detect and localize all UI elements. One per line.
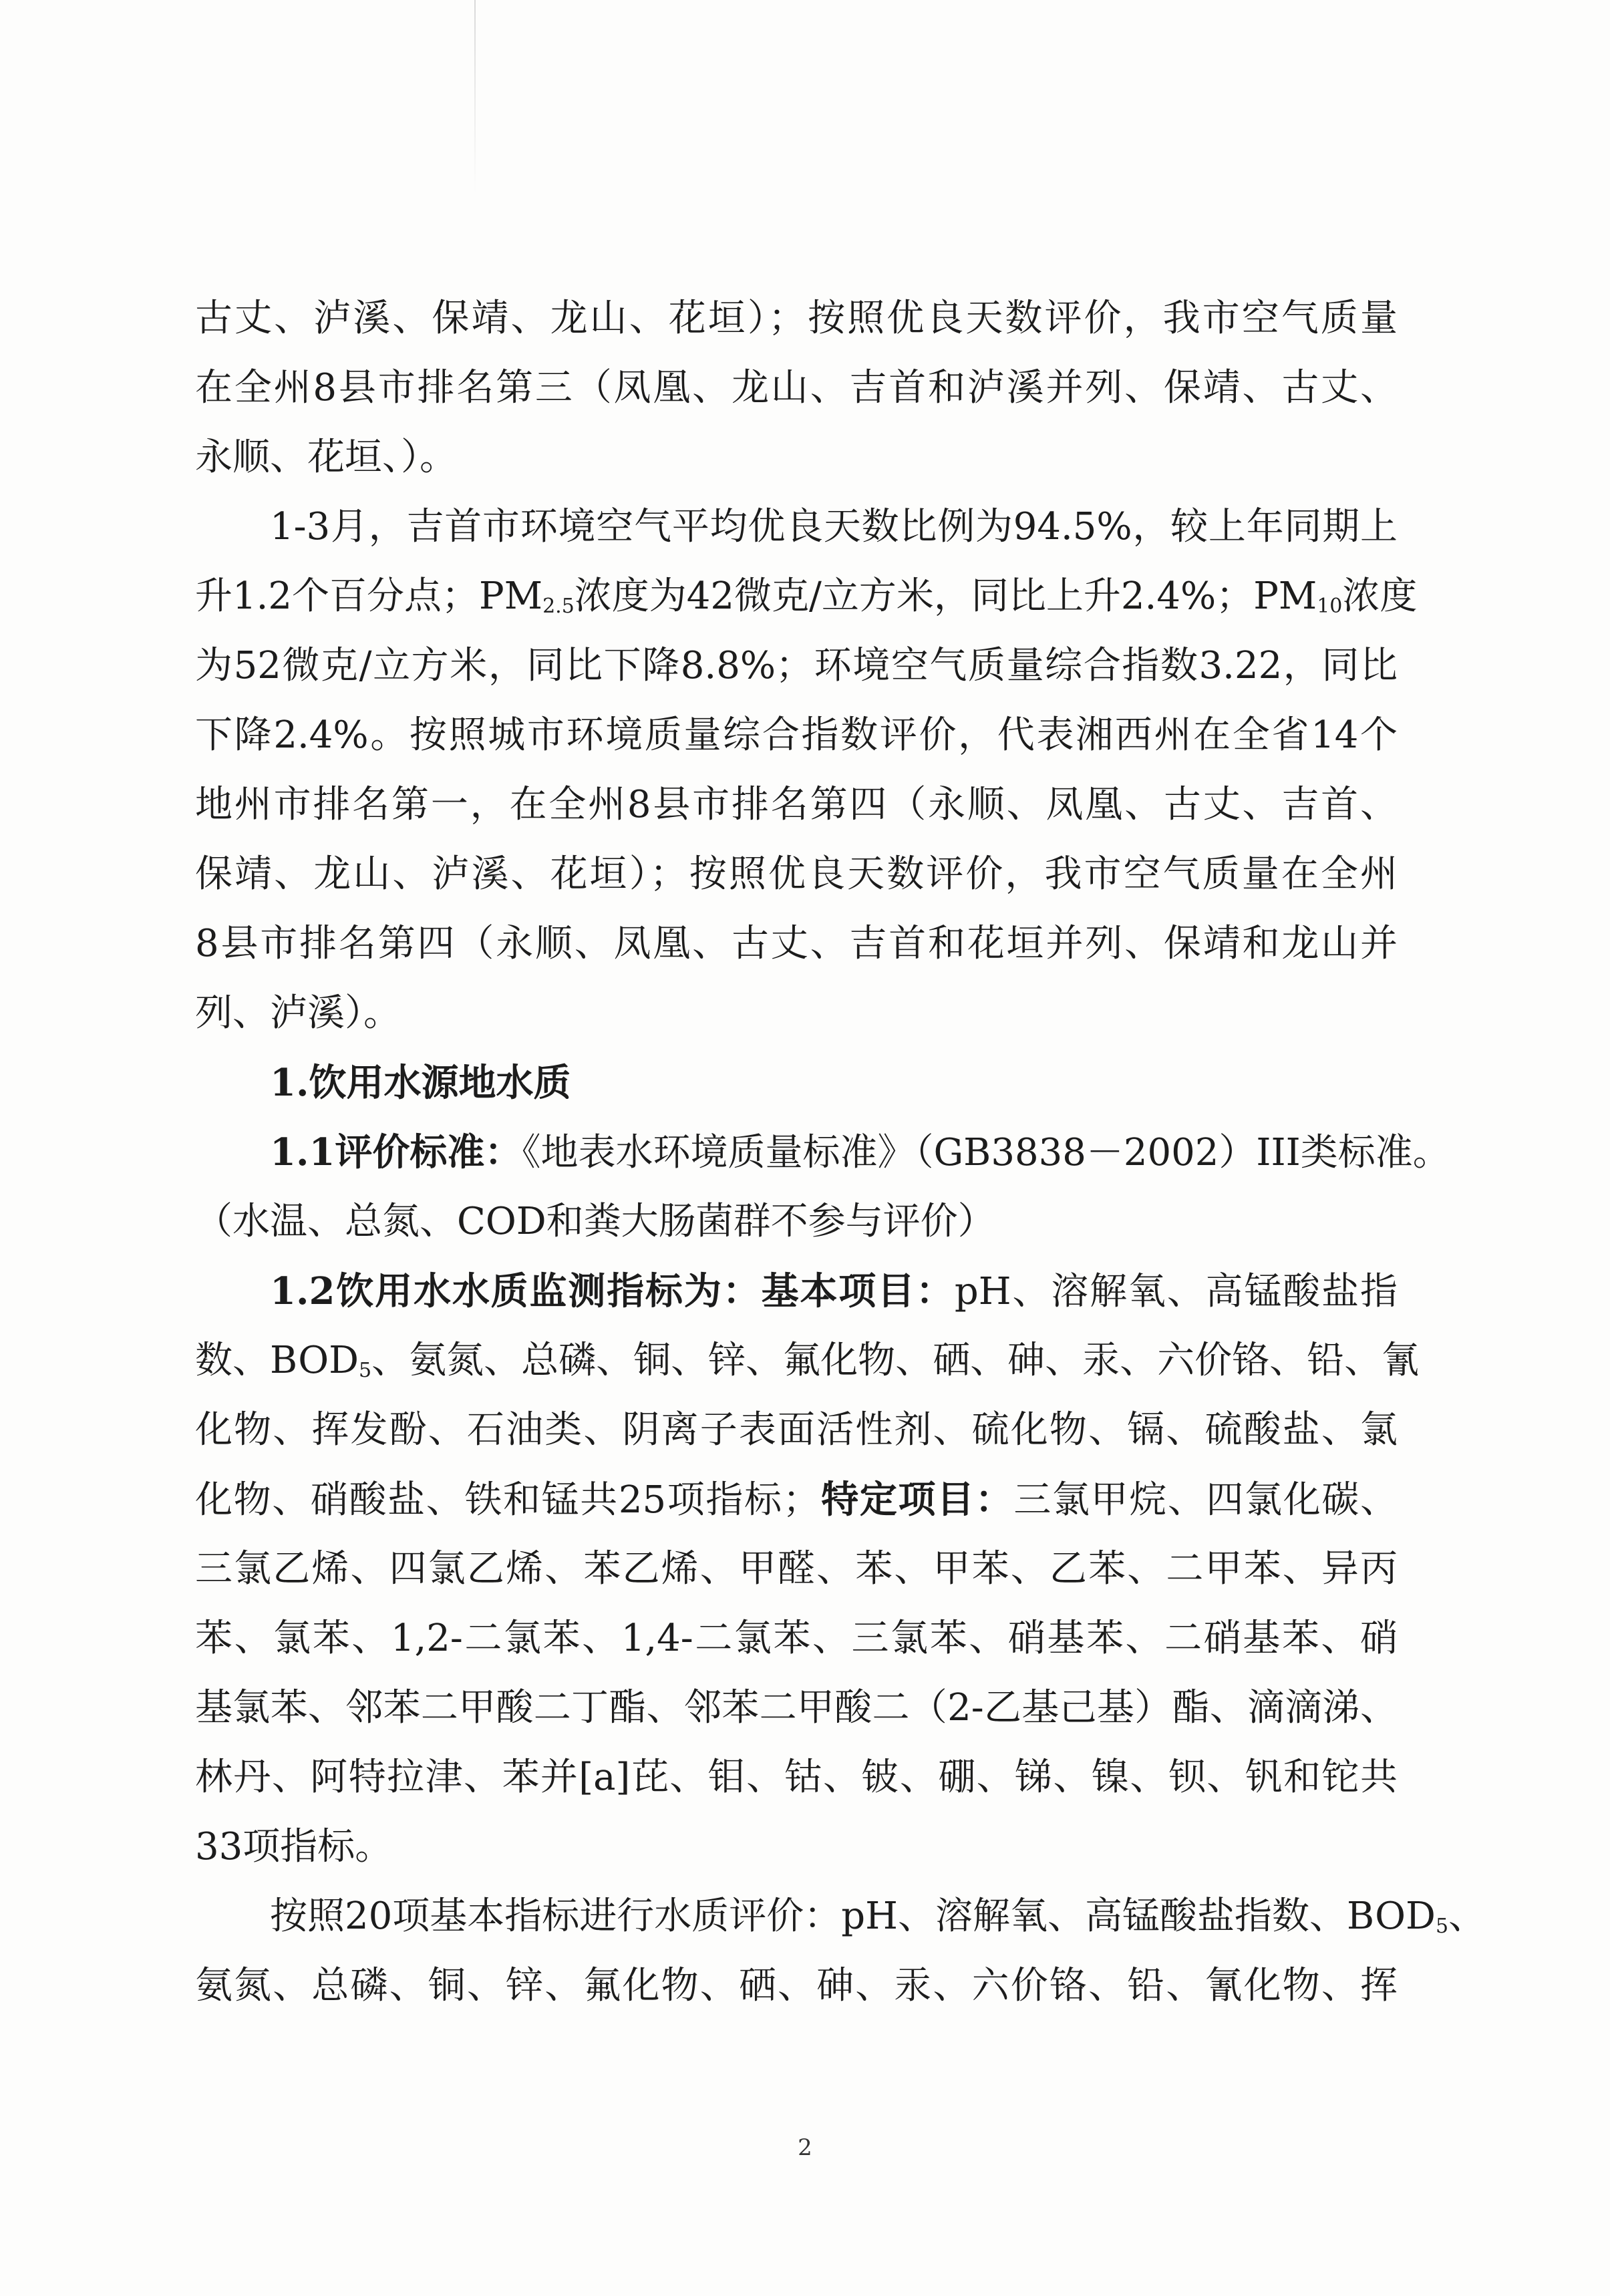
text-line: 基氯苯、邻苯二甲酸二丁酯、邻苯二甲酸二（2-乙基己基）酯、滴滴涕、 bbox=[195, 1686, 1398, 1730]
text-line bbox=[195, 562, 1418, 631]
subsection-heading: 1.2饮用水水质监测指标为：基本项目： bbox=[270, 1269, 955, 1313]
text-run: pH、溶解氧、高锰酸盐指 bbox=[954, 1270, 1398, 1313]
page-number: 2 bbox=[798, 2134, 812, 2161]
text-line: 苯、氯苯、1,2-二氯苯、1,4-二氯苯、三氯苯、硝基苯、二硝基苯、硝 bbox=[195, 1617, 1398, 1660]
subscript: 5 bbox=[359, 1359, 372, 1382]
text-line: 古丈、泸溪、保靖、龙山、花垣）；按照优良天数评价，我市空气质量 bbox=[195, 297, 1398, 340]
scan-fold-line bbox=[474, 0, 476, 194]
text-run: 化物、硝酸盐、铁和锰共25项指标； bbox=[195, 1478, 820, 1522]
text-line: 在全州8县市排名第三（凤凰、龙山、吉首和泸溪并列、保靖、古丈、 bbox=[195, 366, 1398, 409]
subscript: 2.5 bbox=[542, 595, 575, 618]
text-line: 林丹、阿特拉津、苯并[a]芘、钼、钴、铍、硼、锑、镍、钡、钒和铊共 bbox=[195, 1756, 1398, 1799]
text-line: 8县市排名第四（永顺、凤凰、古丈、吉首和花垣并列、保靖和龙山并 bbox=[195, 922, 1398, 965]
text-run: 按照20项基本指标进行水质评价：pH、溶解氧、高锰酸盐指数、BOD bbox=[270, 1895, 1436, 1938]
text-run: 、氨氮、总磷、铜、锌、氟化物、硒、砷、汞、六价铬、铅、氰 bbox=[371, 1339, 1420, 1382]
text-run: 三氯甲烷、四氯化碳、 bbox=[1013, 1478, 1398, 1522]
text-line: 1-3月，吉首市环境空气平均优良天数比例为94.5%，较上年同期上 bbox=[270, 505, 1398, 548]
bold-label: 特定项目： bbox=[820, 1478, 1014, 1522]
text-line: 列、泸溪）。 bbox=[195, 991, 401, 1035]
text-line bbox=[195, 1326, 1420, 1396]
text-run: 升1.2个百分点；PM bbox=[195, 575, 543, 618]
text-line: （水温、总氮、COD和粪大肠菌群不参与评价） bbox=[195, 1200, 995, 1243]
text-line bbox=[195, 1257, 1398, 1326]
text-line: 地州市排名第一，在全州8县市排名第四（永顺、凤凰、古丈、吉首、 bbox=[195, 783, 1398, 826]
text-line bbox=[195, 1118, 1450, 1187]
text-run: 数、BOD bbox=[195, 1339, 359, 1382]
text-line: 三氯乙烯、四氯乙烯、苯乙烯、甲醛、苯、甲苯、乙苯、二甲苯、异丙 bbox=[195, 1547, 1398, 1591]
text-run: 浓度为42微克/立方米，同比上升2.4%；PM bbox=[574, 575, 1317, 618]
document-body bbox=[195, 284, 1486, 2021]
text-run: 浓度 bbox=[1342, 575, 1418, 618]
text-line bbox=[195, 1465, 1398, 1534]
text-line: 保靖、龙山、泸溪、花垣）；按照优良天数评价，我市空气质量在全州 bbox=[195, 852, 1398, 896]
text-line: 化物、挥发酚、石油类、阴离子表面活性剂、硫化物、镉、硫酸盐、氯 bbox=[195, 1408, 1398, 1452]
text-run: 、 bbox=[1448, 1895, 1486, 1938]
text-line: 永顺、花垣、）。 bbox=[195, 436, 457, 479]
subscript: 10 bbox=[1317, 595, 1343, 618]
text-line: 33项指标。 bbox=[195, 1825, 393, 1868]
section-heading: 1.饮用水源地水质 bbox=[270, 1061, 571, 1105]
text-line: 氨氮、总磷、铜、锌、氟化物、硒、砷、汞、六价铬、铅、氰化物、挥 bbox=[195, 1964, 1398, 2007]
text-line: 下降2.4%。按照城市环境质量综合指数评价，代表湘西州在全省14个 bbox=[195, 713, 1398, 757]
text-line bbox=[195, 1882, 1486, 1951]
text-run: 《地表水环境质量标准》（GB3838－2002）III类标准。 bbox=[522, 1131, 1450, 1174]
subsection-heading: 1.1评价标准： bbox=[270, 1130, 522, 1174]
subscript: 5 bbox=[1435, 1915, 1449, 1938]
text-line: 为52微克/立方米，同比下降8.8%；环境空气质量综合指数3.22，同比 bbox=[195, 644, 1398, 687]
